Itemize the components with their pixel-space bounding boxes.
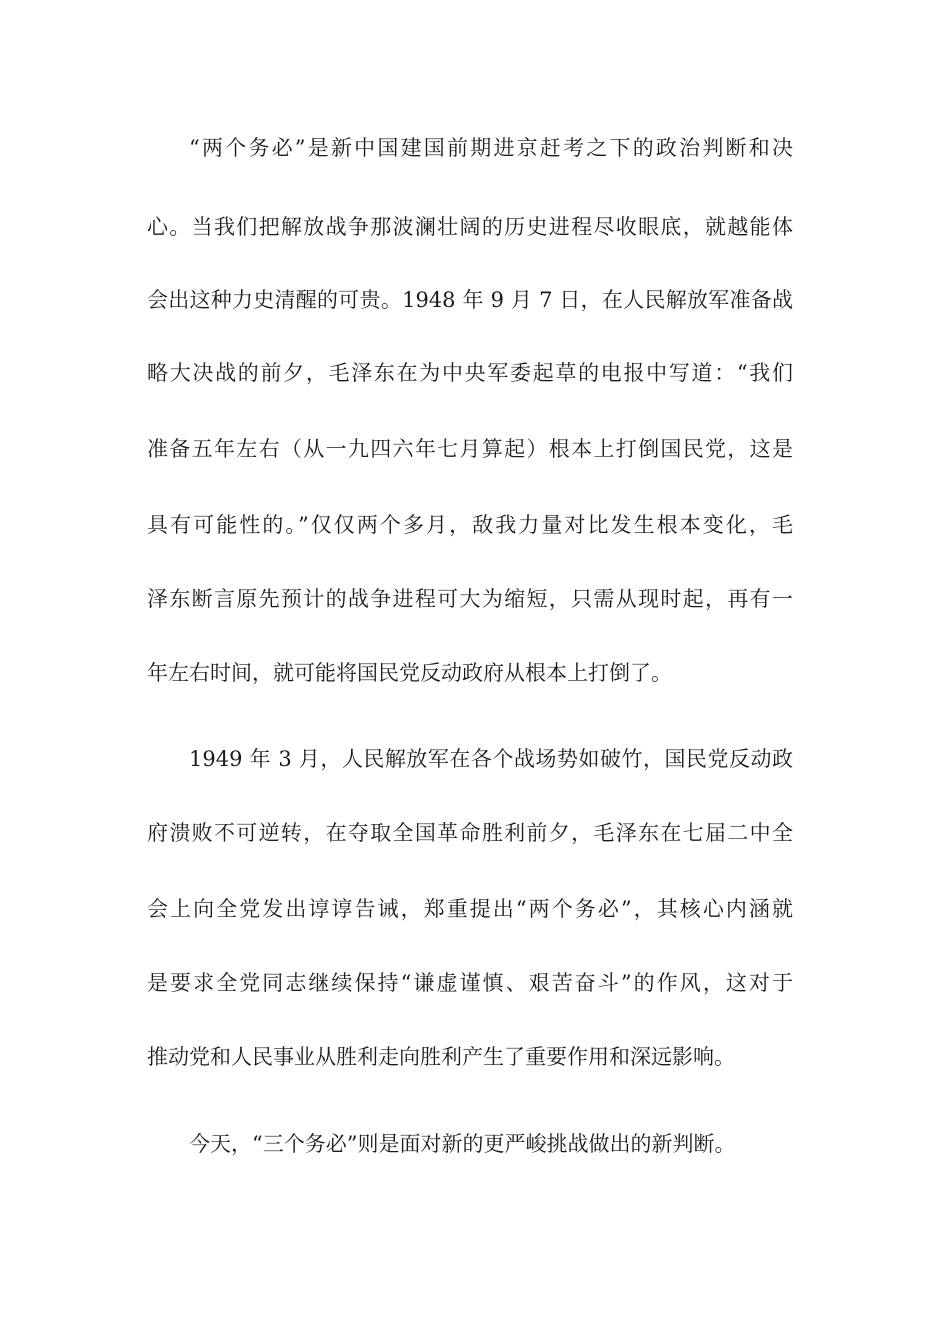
paragraph-line: 会出这种力史清醒的可贵。1948 年 9 月 7 日，在人民解放军准备战 [147, 288, 793, 312]
paragraph-line: 1949 年 3 月，人民解放军在各个战场势如破竹，国民党反动政 [189, 747, 793, 771]
paragraph-line: 心。当我们把解放战争那波澜壮阔的历史进程尽收眼底，就越能体 [147, 215, 793, 239]
paragraph-line: 推动党和人民事业从胜利走向胜利产生了重要作用和深远影响。 [147, 1045, 735, 1069]
paragraph-line: “两个务必”是新中国建国前期进京赶考之下的政治判断和决 [189, 136, 793, 160]
paragraph-line: 会上向全党发出谆谆告诫，郑重提出“两个务必”，其核心内涵就 [147, 897, 793, 921]
paragraph-line: 今天，“三个务必”则是面对新的更严峻挑战做出的新判断。 [189, 1132, 736, 1156]
paragraph-line: 年左右时间，就可能将国民党反动政府从根本上打倒了。 [147, 661, 672, 685]
paragraph-line: 是要求全党同志继续保持“谦虚谨慎、艰苦奋斗”的作风，这对于 [147, 971, 793, 995]
paragraph-line: 略大决战的前夕，毛泽东在为中央军委起草的电报中写道：“我们 [147, 361, 793, 385]
paragraph-line: 府溃败不可逆转，在夺取全国革命胜利前夕，毛泽东在七届二中全 [147, 821, 793, 845]
paragraph-line: 准备五年左右（从一九四六年七月算起）根本上打倒国民党，这是 [147, 437, 793, 461]
paragraph-line: 具有可能性的。”仅仅两个多月，敌我力量对比发生根本变化，毛 [147, 513, 793, 537]
paragraph-line: 泽东断言原先预计的战争进程可大为缩短，只需从现时起，再有一 [147, 587, 793, 611]
